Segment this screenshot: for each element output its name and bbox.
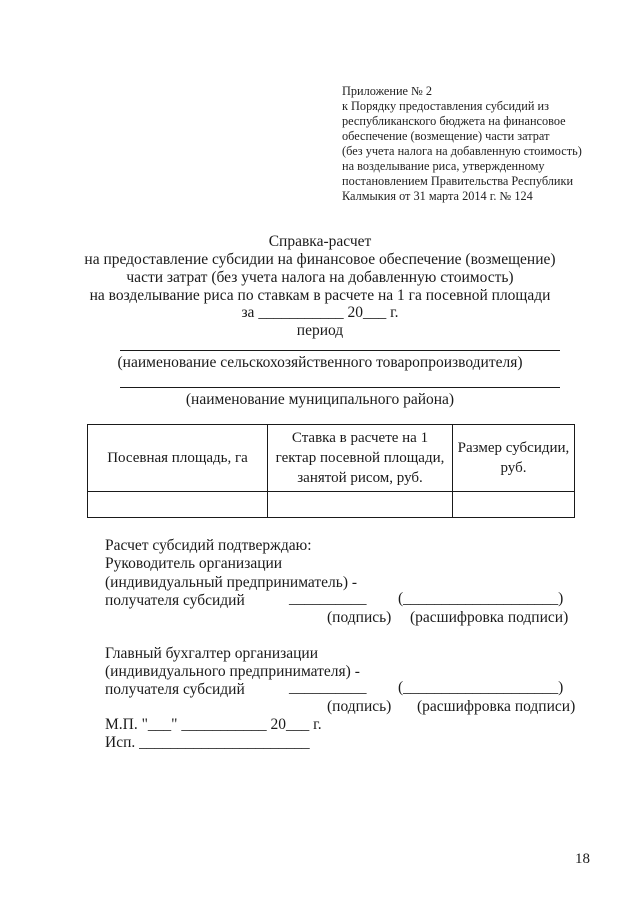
appendix-line: Калмыкия от 31 марта 2014 г. № 124 (342, 189, 533, 203)
table-row (88, 492, 575, 518)
accountant-signature-label: (подпись) (327, 698, 392, 715)
table-cell (88, 492, 268, 518)
executor-line: Исп. ______________________ (105, 734, 310, 751)
accountant-decode-label: (расшифровка подписи) (417, 698, 576, 715)
appendix-line: (без учета налога на добавленную стоимость) (342, 144, 582, 158)
producer-name-line (120, 350, 560, 351)
accountant-title: Главный бухгалтер организации (105, 645, 319, 662)
header-subsidy: Размер субсидии, руб. (453, 425, 575, 492)
page-number: 18 (575, 851, 590, 867)
title-line: на предоставление субсидии на финансовое обеспечение (возмещение) (84, 251, 556, 268)
table-cell (268, 492, 453, 518)
table-cell (453, 492, 575, 518)
subsidy-table (87, 424, 575, 518)
district-name-line (120, 387, 560, 388)
head-title: (индивидуальный предприниматель) - (105, 574, 358, 591)
accountant-signature-blank: __________ (289, 679, 367, 696)
document-title: Справка-расчет (268, 233, 372, 250)
accountant-title: получателя субсидий (105, 681, 245, 698)
head-signature-label: (подпись) (327, 609, 392, 626)
appendix-line: постановлением Правительства Республики (342, 174, 574, 188)
header-area: Посевная площадь, га (88, 425, 268, 492)
accountant-decode-blank: (____________________) (398, 679, 564, 696)
period-label: период (296, 322, 344, 339)
title-line: части затрат (без учета налога на добавленную стоимость) (126, 269, 514, 286)
appendix-line: обеспечение (возмещение) части затрат (342, 129, 550, 143)
appendix-line: к Порядку предоставления субсидий из (342, 99, 549, 113)
head-title: Руководитель организации (105, 555, 283, 572)
head-decode-blank: (____________________) (398, 590, 564, 607)
appendix-line: на возделывание риса, утвержденному (342, 159, 545, 173)
stamp-date-line: М.П. "___" ___________ 20___ г. (105, 716, 322, 733)
head-signature-blank: __________ (289, 590, 367, 607)
head-decode-label: (расшифровка подписи) (410, 609, 569, 626)
table-header-row (88, 425, 575, 492)
producer-name-label: (наименование сельскохозяйственного товаропроизводителя) (117, 354, 523, 371)
appendix-line: Приложение № 2 (342, 84, 433, 98)
title-line: на возделывание риса по ставкам в расчете на 1 га посевной площади (89, 287, 551, 304)
head-title: получателя субсидий (105, 592, 245, 609)
accountant-title: (индивидуального предпринимателя) - (105, 663, 360, 680)
header-rate: Ставка в расчете на 1 гектар посевной площади, занятой рисом, руб. (268, 425, 453, 492)
appendix-line: республиканского бюджета на финансовое (342, 114, 566, 128)
appendix-header (342, 84, 582, 204)
district-name-label: (наименование муниципального района) (185, 391, 455, 408)
confirm-text: Расчет субсидий подтверждаю: (105, 537, 312, 554)
period-line: за ___________ 20___ г. (241, 304, 399, 321)
